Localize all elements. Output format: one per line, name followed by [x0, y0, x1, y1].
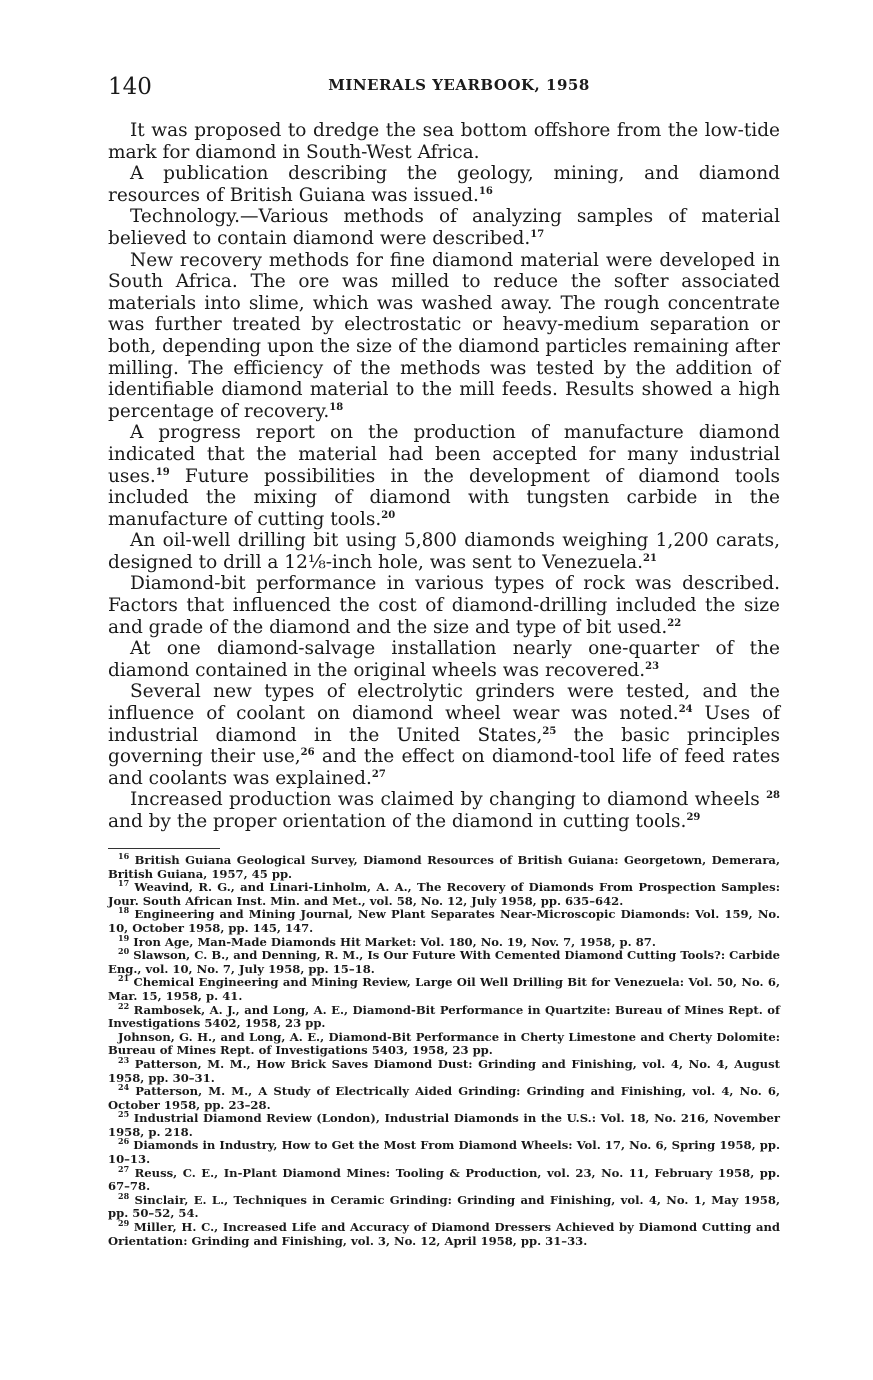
paragraph: Diamond-bit performance in various types of rock was described. Factors that influenced the cost of diamond-drilling included the size and grade of the diamond and the size and type of bit used.$^{22}$: [108, 573, 780, 638]
footnote-ref: 25: [542, 725, 557, 737]
footnote: $^{22}$ Rambosek, A. J., and Long, A. E., Diamond-Bit Performance in Quartzite: Bureau of Mines Rept. of Investigations 5402, 1958, 23 pp.: [108, 1000, 780, 1031]
body-text: [108, 120, 780, 833]
footnote-number: 24: [118, 1082, 130, 1093]
footnote-divider: [108, 848, 220, 849]
footnote: $^{19}$ Iron Age, Man-Made Diamonds Hit Market: Vol. 180, No. 19, Nov. 7, 1958, p. 87.: [118, 932, 656, 949]
footnote: $^{25}$ Industrial Diamond Review (London), Industrial Diamonds in the U.S.: Vol. 18, No. 216, November 1958, p. 218.: [108, 1109, 780, 1139]
footnote: $^{23}$ Patterson, M. M., How Brick Saves Diamond Dust: Grinding and Finishing, vol. 4, No. 4, August 1958, pp. 30–31.: [108, 1055, 780, 1085]
footnote-number: 16: [118, 851, 130, 862]
paragraph: A publication describing the geology, mining, and diamond resources of British Guiana was issued.$^{16}$: [108, 163, 780, 206]
footnote: $^{28}$ Sinclair, E. L., Techniques in Ceramic Grinding: Grinding and Finishing, vol. 4, No. 1, May 1958, pp. 50–52, 54.: [108, 1190, 780, 1221]
paragraph: A progress report on the production of manufacture diamond indicated that the material had been accepted for many industrial uses.$^{19}$ Future possibilities in the development of diamond tools included the mixing of diamond with tungsten carbide in the manufacture of cutting tools.$^{20}$: [108, 422, 780, 530]
footnote-number: 26: [118, 1136, 130, 1147]
paragraph: At one diamond-salvage installation nearly one-quarter of the diamond contained in the original wheels was recovered.$^{23}$: [108, 638, 780, 681]
footnote-ref: 20: [381, 509, 396, 521]
footnote-number: 27: [118, 1163, 130, 1174]
footnote-number: 19: [118, 932, 130, 943]
footnote: $^{18}$ Engineering and Mining Journal, New Plant Separates Near-Microscopic Diamonds: Vol. 159, No. 10, October 1958, pp. 145, 147.: [108, 905, 780, 935]
footnote-number: 21: [118, 973, 130, 984]
footnote-ref: 16: [478, 185, 493, 197]
page-number: 140: [108, 74, 152, 100]
paragraph: Increased production was claimed by changing to diamond wheels $^{28}$ and by the proper orientation of the diamond in cutting tools.$^{29}$: [108, 789, 780, 832]
footnote: $^{17}$ Weavind, R. G., and Linari-Linholm, A. A., The Recovery of Diamonds From Prospection Samples: Jour. South African Inst. Min. and Met., vol. 58, No. 12, July 1958, pp. 635–642.: [108, 878, 780, 908]
footnote: $^{26}$ Diamonds in Industry, How to Get the Most From Diamond Wheels: Vol. 17, No. 6, Spring 1958, pp. 10–13.: [108, 1136, 781, 1167]
paragraph: Several new types of electrolytic grinders were tested, and the influence of coolant on diamond wheel wear was noted.$^{24}$ Uses of industrial diamond in the United States,$^{25}$ the basic principles governing their use,$^{26}$ and the effect on diamond-tool life of feed rates and coolants was explained.$^{27}$: [108, 681, 781, 789]
footnote: $^{24}$ Patterson, M. M., A Study of Electrically Aided Grinding: Grinding and Finishing, vol. 4, No. 6, October 1958, pp. 23–28.: [108, 1082, 780, 1112]
footnote-ref: 22: [667, 617, 682, 629]
footnote-ref: 17: [530, 228, 545, 240]
footnote: $^{20}$ Slawson, C. B., and Denning, R. M., Is Our Future With Cemented Diamond Cutting Tools?: Carbide Eng., vol. 10, No. 7, July 1958, pp. 15–18.: [108, 946, 780, 976]
footnote: $^{16}$ British Guiana Geological Survey, Diamond Resources of British Guiana: Georgetown, Demerara, British Guiana, 1957, 45 pp.: [108, 851, 780, 881]
page-header: [108, 72, 780, 106]
footnote-number: 18: [118, 905, 130, 916]
footnote-number: 25: [118, 1109, 130, 1120]
running-title: MINERALS YEARBOOK, 1958: [328, 76, 590, 94]
footnotes: [108, 851, 781, 1248]
paragraph: An oil-well drilling bit using 5,800 diamonds weighing 1,200 carats, designed to drill a 12⅛-inch hole, was sent to Venezuela.$^{21}$: [108, 530, 780, 573]
section-run-in-heading: Technology.: [130, 206, 240, 228]
paragraph: New recovery methods for fine diamond material were developed in South Africa. The ore was milled to reduce the softer associated materials into slime, which was washed away. The rough concentrate was further treated by electrostatic or heavy-medium separation or both, depending upon the size of the diamond particles remaining after milling. The efficiency of the methods was tested by the addition of identifiable diamond material to the mill feeds. Results showed a high percentage of recovery.$^{18}$: [108, 249, 780, 422]
footnote-ref: 24: [678, 703, 693, 715]
footnote: $^{21}$ Chemical Engineering and Mining Review, Large Oil Well Drilling Bit for Venezuela: Vol. 50, No. 6, Mar. 15, 1958, p. 41.: [108, 973, 780, 1003]
footnote-ref: 28: [766, 790, 780, 802]
paragraph: Technology.—Various methods of analyzing samples of material believed to contain diamond were described.$^{17}$: [108, 206, 780, 249]
footnote-ref: 21: [642, 552, 657, 564]
footnote-number: 29: [118, 1218, 130, 1229]
footnote-ref: 29: [686, 811, 701, 823]
footnote-ref: 23: [645, 660, 660, 672]
footnote: $^{29}$ Miller, H. C., Increased Life and Accuracy of Diamond Dressers Achieved by Diamond Cutting and Orientation: Grinding and Finishing, vol. 3, No. 12, April 1958, pp. 31–33.: [108, 1218, 780, 1248]
footnote-number: 22: [118, 1000, 130, 1011]
footnote-number: 23: [118, 1055, 130, 1066]
footnote-ref: 18: [329, 401, 344, 413]
paragraph: It was proposed to dredge the sea bottom offshore from the low-tide mark for diamond in South-West Africa.: [108, 120, 780, 163]
footnote: Johnson, G. H., and Long, A. E., Diamond-Bit Performance in Cherty Limestone and Cherty Dolomite: Bureau of Mines Rept. of Investigations 5403, 1958, 23 pp.: [108, 1029, 780, 1058]
footnote-ref: 26: [300, 747, 315, 759]
footnote-number: 17: [118, 878, 130, 889]
footnote: $^{27}$ Reuss, C. E., In-Plant Diamond Mines: Tooling & Production, vol. 23, No. 11, February 1958, pp. 67–78.: [108, 1163, 780, 1194]
footnote-number: 20: [118, 946, 130, 957]
footnote-number: 28: [118, 1190, 130, 1201]
footnote-ref: 27: [371, 768, 386, 780]
footnote-ref: 19: [155, 466, 170, 478]
